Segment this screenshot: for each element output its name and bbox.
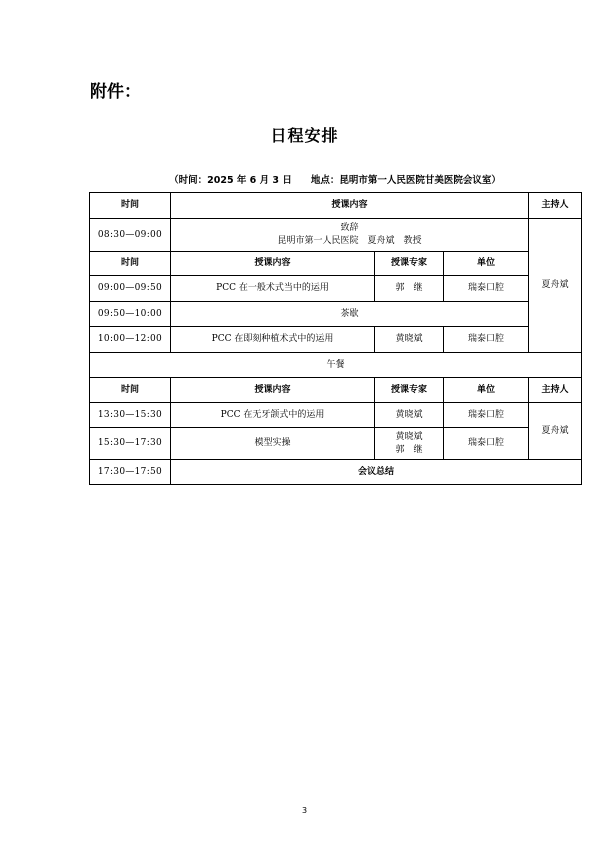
- meeting-time: （时间：2025 年 6 月 3 日: [169, 175, 292, 186]
- header-unit: 单位: [444, 378, 529, 403]
- header-expert: 授课专家: [375, 252, 444, 276]
- opening-title: 致辞: [340, 223, 359, 233]
- header-time: 时间: [90, 252, 171, 276]
- afternoon-host-cell: 夏舟斌: [529, 403, 582, 460]
- meeting-location: 地点：昆明市第一人民医院甘美医院会议室）: [310, 175, 501, 186]
- table-row: [90, 302, 582, 327]
- content-cell: PCC 在即刻种植术式中的运用: [171, 327, 375, 353]
- meeting-meta: [90, 172, 580, 186]
- attachment-heading: 附件：: [90, 82, 141, 102]
- header-host: 主持人: [529, 193, 582, 219]
- header-content: 授课内容: [171, 378, 375, 403]
- lunch-cell: 午餐: [90, 353, 582, 378]
- table-row: [90, 353, 582, 378]
- header-unit: 单位: [444, 252, 529, 276]
- expert-cell: 郭 继: [375, 276, 444, 302]
- table-subheader-row: [90, 378, 582, 403]
- unit-cell: 瑞泰口腔: [444, 276, 529, 302]
- unit-cell: 瑞泰口腔: [444, 428, 529, 460]
- content-cell: PCC 在无牙颌式中的运用: [171, 403, 375, 428]
- expert-cell: 黄晓斌: [375, 327, 444, 353]
- table-row: [90, 428, 582, 460]
- table-row: [90, 276, 582, 302]
- schedule-table: [89, 192, 582, 485]
- time-cell: 17:30—17:50: [90, 460, 171, 485]
- header-time: 时间: [90, 378, 171, 403]
- table-row: [90, 403, 582, 428]
- morning-host-cell: 夏舟斌: [529, 219, 582, 353]
- unit-cell: 瑞泰口腔: [444, 327, 529, 353]
- expert-cell: [375, 428, 444, 460]
- tea-break-cell: 茶歇: [171, 302, 529, 327]
- time-cell: 10:00—12:00: [90, 327, 171, 353]
- table-row: [90, 460, 582, 485]
- table-header-row: [90, 193, 582, 219]
- time-cell: 08:30—09:00: [90, 219, 171, 252]
- expert-cell: 黄晓斌: [375, 403, 444, 428]
- page-title: 日程安排: [270, 126, 339, 145]
- time-cell: 09:00—09:50: [90, 276, 171, 302]
- time-cell: 15:30—17:30: [90, 428, 171, 460]
- closing-cell: 会议总结: [171, 460, 582, 485]
- table-subheader-row: [90, 252, 582, 276]
- expert-name: 郭 继: [395, 444, 423, 455]
- header-expert: 授课专家: [375, 378, 444, 403]
- header-host: 主持人: [529, 378, 582, 403]
- expert-name: 黄晓斌: [395, 431, 423, 442]
- header-time: 时间: [90, 193, 171, 219]
- time-cell: 13:30—15:30: [90, 403, 171, 428]
- time-cell: 09:50—10:00: [90, 302, 171, 327]
- header-content: 授课内容: [171, 193, 529, 219]
- unit-cell: 瑞泰口腔: [444, 403, 529, 428]
- opening-speaker: 昆明市第一人民医院 夏舟斌 教授: [277, 236, 422, 246]
- content-cell: PCC 在一般术式当中的运用: [171, 276, 375, 302]
- table-row: [90, 219, 582, 252]
- opening-cell: [171, 219, 529, 252]
- page-number: 3: [301, 806, 308, 815]
- header-content: 授课内容: [171, 252, 375, 276]
- content-cell: 模型实操: [171, 428, 375, 460]
- table-row: [90, 327, 582, 353]
